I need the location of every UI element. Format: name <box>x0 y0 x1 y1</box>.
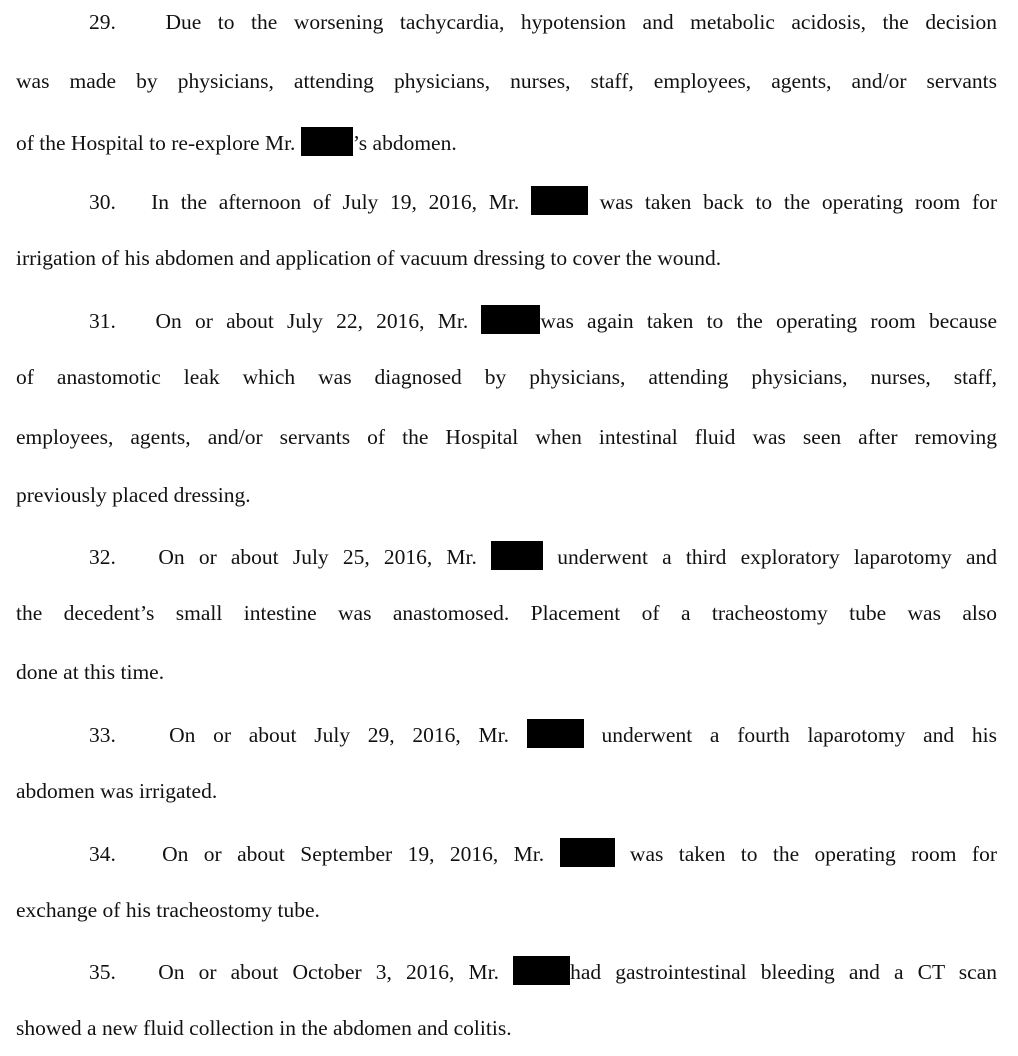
paragraph-31-line-1 <box>89 305 997 334</box>
paragraph-text: In the afternoon of July 19, 2016, Mr. <box>151 190 531 214</box>
redacted-name <box>301 127 353 156</box>
paragraph-text: was taken to the operating room for <box>614 842 997 866</box>
redacted-name <box>560 838 615 867</box>
paragraph-35-line-1 <box>89 956 997 985</box>
paragraph-32-line-1 <box>89 541 997 570</box>
paragraph-34-line-1 <box>89 838 997 867</box>
paragraph-35-line-2: showed a new fluid collection in the abdomen and colitis. <box>16 1016 512 1040</box>
paragraph-text: had gastrointestinal bleeding and a CT scan <box>570 960 998 984</box>
paragraph-number: 29. <box>89 10 116 34</box>
paragraph-34-line-2: exchange of his tracheostomy tube. <box>16 898 320 922</box>
paragraph-30-line-2: irrigation of his abdomen and application of vacuum dressing to cover the wound. <box>16 246 722 270</box>
paragraph-text: Due to the worsening tachycardia, hypotension and metabolic acidosis, the decision <box>165 10 997 34</box>
paragraph-text: underwent a third exploratory laparotomy and <box>543 545 997 569</box>
paragraph-number: 34. <box>89 842 116 866</box>
paragraph-33-line-1 <box>89 719 997 748</box>
paragraph-33-line-2: abdomen was irrigated. <box>16 779 218 803</box>
redacted-name <box>481 305 540 334</box>
redacted-name <box>513 956 570 985</box>
paragraph-text: On or about October 3, 2016, Mr. <box>158 960 514 984</box>
paragraph-text: was taken back to the operating room for <box>587 190 998 214</box>
paragraph-number: 33. <box>89 723 116 747</box>
paragraph-32-line-3: done at this time. <box>16 660 165 684</box>
paragraph-30-line-1 <box>89 186 997 215</box>
paragraph-text: of the Hospital to re-explore Mr. <box>16 131 301 155</box>
paragraph-29-line-2: was made by physicians, attending physicians, nurses, staff, employees, agents, and/or servants <box>16 69 997 93</box>
paragraph-text: On or about September 19, 2016, Mr. <box>162 842 560 866</box>
paragraph-number: 32. <box>89 545 116 569</box>
paragraph-31-line-3: employees, agents, and/or servants of the Hospital when intestinal fluid was seen after removing <box>16 425 997 449</box>
paragraph-29-line-1 <box>89 9 997 35</box>
paragraph-31-line-4: previously placed dressing. <box>16 483 251 507</box>
paragraph-number: 35. <box>89 960 116 984</box>
paragraph-number: 30. <box>89 190 116 214</box>
paragraph-text: was again taken to the operating room because <box>540 309 997 333</box>
paragraph-text: ’s abdomen. <box>352 131 457 155</box>
paragraph-29-line-3 <box>16 127 997 156</box>
paragraph-text: underwent a fourth laparotomy and his <box>583 723 997 747</box>
paragraph-text: On or about July 25, 2016, Mr. <box>158 545 492 569</box>
paragraph-text: On or about July 29, 2016, Mr. <box>169 723 527 747</box>
redacted-name <box>531 186 588 215</box>
redacted-name <box>491 541 543 570</box>
paragraph-31-line-2: of anastomotic leak which was diagnosed by physicians, attending physicians, nurses, staff, <box>16 365 997 389</box>
paragraph-text: On or about July 22, 2016, Mr. <box>155 309 482 333</box>
paragraph-number: 31. <box>89 309 116 333</box>
redacted-name <box>527 719 584 748</box>
paragraph-32-line-2: the decedent’s small intestine was anastomosed. Placement of a tracheostomy tube was also <box>16 601 997 625</box>
